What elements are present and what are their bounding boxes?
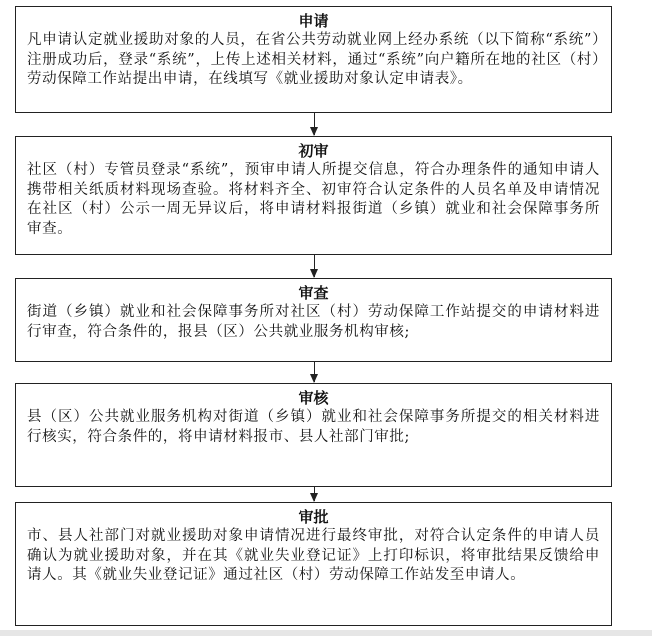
down-arrow-icon [314, 362, 315, 382]
step-description: 街道（乡镇）就业和社会保障事务所对社区（村）劳动保障工作站提交的申请材料进行审查，符合条件的，报县（区）公共就业服务机构审核; [27, 304, 600, 340]
down-arrow-icon [314, 113, 315, 135]
step-description: 县（区）公共就业服务机构对街道（乡镇）就业和社会保障事务所提交的相关材料进行核实，符合条件的，将申请材料报市、县人社部门审批; [27, 409, 600, 445]
step-examination-box [15, 278, 612, 362]
step-preliminary-review-box [15, 136, 612, 255]
step-title: 初审 [298, 142, 329, 160]
step-apply-box [15, 6, 612, 113]
step-title: 审批 [298, 508, 329, 526]
step-title: 审查 [298, 284, 329, 302]
step-description: 社区（村）专管员登录“系统”，预审申请人所提交信息，符合办理条件的通知申请人携带相关纸质材料现场查验。将材料齐全、初审符合认定条件的人员名单及申请情况在社区（村）公示一周无异议后，将申请材料报街道（乡镇）就业和社会保障事务所审查。 [27, 162, 600, 237]
step-title: 审核 [298, 389, 329, 407]
step-verification-box [15, 383, 612, 487]
down-arrow-icon [314, 487, 315, 501]
step-description: 凡申请认定就业援助对象的人员，在省公共劳动就业网上经办系统（以下简称“系统”）注册成功后，登录“系统”，上传上述相关材料，通过“系统”向户籍所在地的社区（村）劳动保障工作站提出申请，在线填写《就业援助对象认定申请表》。 [27, 32, 600, 87]
step-description: 市、县人社部门对就业援助对象申请情况进行最终审批，对符合认定条件的申请人员确认为就业援助对象，并在其《就业失业登记证》上打印标识，将审批结果反馈给申请人。其《就业失业登记证》通过社区（村）劳动保障工作站发至申请人。 [27, 528, 600, 583]
step-approval-box [15, 502, 612, 626]
bottom-border-strip [0, 630, 652, 636]
step-title: 申请 [298, 12, 329, 30]
down-arrow-icon [314, 255, 315, 277]
